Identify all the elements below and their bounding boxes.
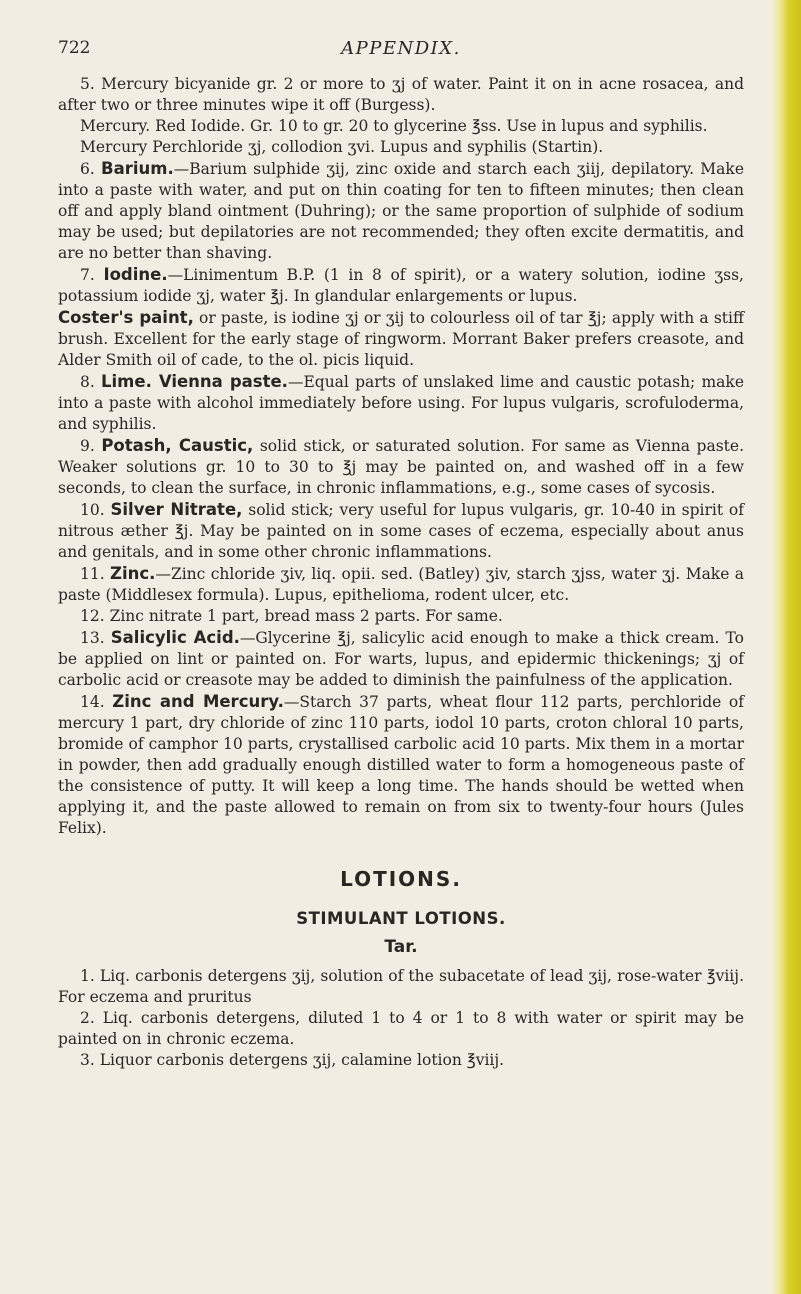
page-edge [771,0,801,1294]
entry-heading: Barium. [101,159,174,178]
entry [58,606,744,627]
entry [58,435,744,499]
entry [58,563,744,606]
formula-list [58,74,744,839]
section-title: LOTIONS. [340,867,462,891]
entry [58,371,744,435]
entry-heading: Zinc. [110,564,156,583]
entry-text: —Barium sulphide ʒij, zinc oxide and starch each ʒiij, depilatory. Make into a paste with water, and put on thin coating for ten to fifteen minutes; then clean off and apply bland ointment (Duhring); or the same proportion of sulphide of sodium may be used; but depilatories are not recommended; they often excite dermatitis, and are no better than shaving. [58,160,744,262]
entry-text: —Zinc chloride ʒiv, liq. opii. sed. (Batley) ʒiv, starch ʒjss, water ʒj. Make a paste (Middlesex formula). Lupus, epithelioma, rodent ulcer, etc. [58,565,744,604]
entry-text: Mercury. Red Iodide. Gr. 10 to gr. 20 to glycerine ℥ss. Use in lupus and syphilis. [80,117,708,135]
entry-text: 5. Mercury bicyanide gr. 2 or more to ʒj of water. Paint it on in acne rosacea, and after two or three minutes wipe it off (Burgess). [58,75,744,114]
entry-heading: Zinc and Mercury. [112,692,284,711]
entry [58,264,744,307]
lotion-entry: 3. Liquor carbonis detergens ʒij, calamine lotion ℥viij. [80,1051,505,1069]
entry-text: solid stick, or saturated solution. For same as Vienna paste. Weaker solutions gr. 10 to 30 to ℥j may be painted on, and washed off in a few seconds, to clean the surface, in chronic inflammations, e.g., some cases of sycosis. [58,437,744,497]
page-header [58,38,744,60]
page-number: 722 [58,38,91,58]
entry-number: 6. [80,160,95,178]
entry-text: Mercury Perchloride ʒj, collodion ʒvi. Lupus and syphilis (Startin). [80,138,604,156]
entry-number: 7. [80,266,95,284]
entry [58,158,744,264]
entry-text: —Equal parts of unslaked lime and caustic potash; make into a paste with alcohol immediately before using. For lupus vulgaris, scrofuloderma, and syphilis. [58,373,744,433]
entry [58,116,744,137]
lotion-entry: 2. Liq. carbonis detergens, diluted 1 to 4 or 1 to 8 with water or spirit may be painted on in chronic eczema. [58,1009,744,1048]
entry-number: 8. [80,373,95,391]
entry-text: —Linimentum B.P. (1 in 8 of spirit), or a watery solution, iodine ʒss, potassium iodide ʒj, water ℥j. In glandular enlargements or lupus. [58,266,744,305]
running-title: APPENDIX. [341,38,461,59]
entry [58,137,744,158]
entry-text: —Glycerine ℥j, salicylic acid enough to make a thick cream. To be applied on lint or painted on. For warts, lupus, and epidermic thickenings; ʒj of carbolic acid or creasote may be added to diminish the painfulness of the application. [58,629,744,689]
entry [58,627,744,691]
entry-text: —Starch 37 parts, wheat flour 112 parts, perchloride of mercury 1 part, dry chloride of zinc 110 parts, iodol 10 parts, croton chloral 10 parts, bromide of camphor 10 parts, crystallised carbolic acid 10 parts. Mix them in a mortar in powder, then add gradually enough distilled water to form a homogeneous paste of the consistence of putty. It will keep a long time. The hands should be wetted when applying it, and the paste allowed to remain on from six to twenty-four hours (Jules Felix). [58,693,744,837]
entry-number: 13. [80,629,105,647]
entry-number: 9. [80,437,95,455]
entry [58,691,744,839]
entry-heading: Lime. Vienna paste. [101,372,288,391]
lotion-list [58,966,744,1071]
entry-heading: Salicylic Acid. [110,628,240,647]
entry-heading: Coster's paint, [58,308,194,327]
entry-text: solid stick; very useful for lupus vulgaris, gr. 10-40 in spirit of nitrous æther ℥j. May be painted on in some cases of eczema, especially about anus and genitals, and in some other chronic inflammations. [58,501,744,561]
entry-text: 12. Zinc nitrate 1 part, bread mass 2 parts. For same. [80,607,503,625]
entry [58,74,744,116]
entry-number: 11. [80,565,105,583]
entry-heading: Potash, Caustic, [101,436,254,455]
entry-text: or paste, is iodine ʒj or ʒij to colourless oil of tar ℥j; apply with a stiff brush. Excellent for the early stage of ringworm. Morrant Baker prefers creasote, and Alder Smith oil of cade, to the ol. picis liquid. [58,309,744,369]
entry-number: 14. [80,693,105,711]
entry-number: 10. [80,501,105,519]
entry-heading: Silver Nitrate, [110,500,243,519]
entry [58,499,744,563]
subsection-title: Tar. [384,937,418,957]
lotion-entry: 1. Liq. carbonis detergens ʒij, solution of the subacetate of lead ʒij, rose-water ℥viij. For eczema and pruritus [58,967,744,1006]
entry-heading: Iodine. [103,265,168,284]
document-page [58,38,744,1071]
entry [58,307,744,371]
section-subtitle: STIMULANT LOTIONS. [296,909,506,928]
